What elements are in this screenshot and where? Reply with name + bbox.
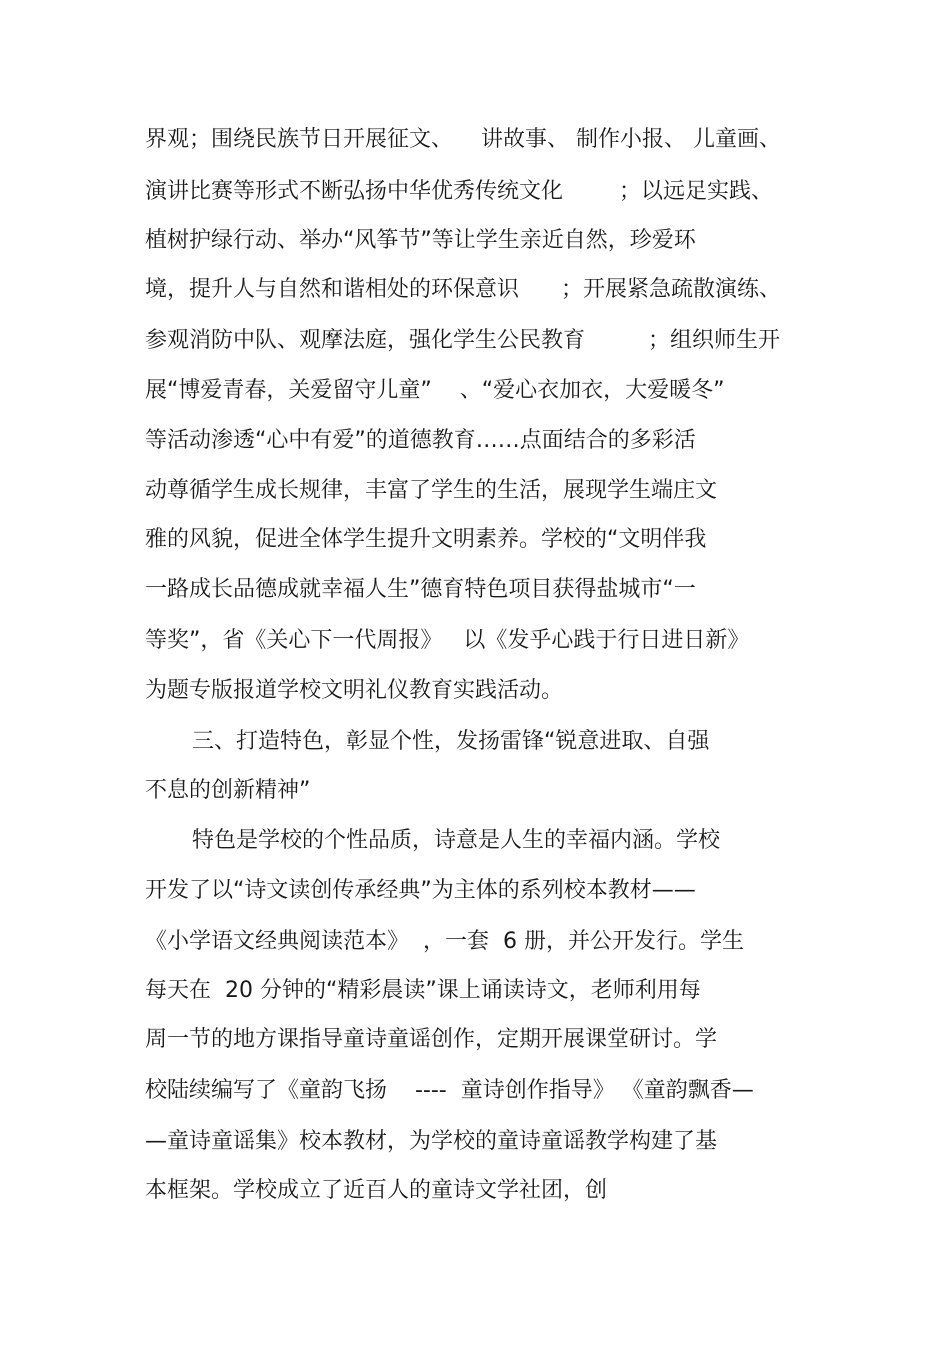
paragraph-start: 特色是学校的个性品质，诗意是人生的幸福内涵。学校	[192, 828, 721, 853]
text-line: 本框架。学校成立了近百人的童诗文学社团，创	[145, 1178, 608, 1203]
text-line: 等奖”，省《关心下一代周报》 以《发乎心践于行日进日新》	[145, 628, 750, 653]
text-line: 动尊循学生成长规律，丰富了学生的生活，展现学生端庄文	[145, 478, 718, 503]
text-line: 雅的风貌，促进全体学生提升文明素养。学校的“文明伴我	[145, 527, 707, 552]
text-line: 开发了以“诗文读创传承经典”为主体的系列校本教材——	[145, 878, 696, 903]
text-line: 植树护绿行动、举办“风筝节”等让学生亲近自然，珍爱环	[145, 228, 696, 253]
text-line: 参观消防中队、观摩法庭，强化学生公民教育 ；组织师生开	[145, 328, 780, 353]
text-line: 每天在 20 分钟的“精彩晨读”课上诵读诗文，老师利用每	[145, 978, 701, 1003]
text-line: 周一节的地方课指导童诗童谣创作，定期开展课堂研讨。学	[145, 1027, 718, 1052]
text-line: 展“博爱青春，关爱留守儿童” 、“爱心衣加衣，大爱暖冬”	[145, 378, 725, 403]
text-line: 界观；围绕民族节日开展征文、 讲故事、 制作小报、 儿童画、	[145, 127, 781, 152]
text-line: 《小学语文经典阅读范本》 ，一套 6 册，并公开发行。学生	[145, 929, 744, 954]
section-heading: 三、打造特色，彰显个性，发扬雷锋“锐意进取、自强	[192, 729, 710, 754]
text-line: 为题专版报道学校文明礼仪教育实践活动。	[145, 678, 564, 703]
text-line: —童诗童谣集》校本教材，为学校的童诗童谣教学构建了基	[145, 1129, 718, 1154]
text-line: 校陆续编写了《童韵飞扬 ---- 童诗创作指导》 《童韵飘香—	[145, 1078, 754, 1103]
text-line: 演讲比赛等形式不断弘扬中华优秀传统文化 ；以远足实践、	[145, 179, 773, 204]
text-line: 一路成长品德成就幸福人生”德育特色项目获得盐城市“一	[145, 577, 696, 602]
section-heading-continuation: 不息的创新精神”	[145, 778, 311, 803]
text-line: 境，提升人与自然和谐相处的环保意识 ；开展紧急疏散演练、	[145, 277, 781, 302]
text-line: 等活动渗透“心中有爱”的道德教育……点面结合的多彩活	[145, 428, 696, 453]
